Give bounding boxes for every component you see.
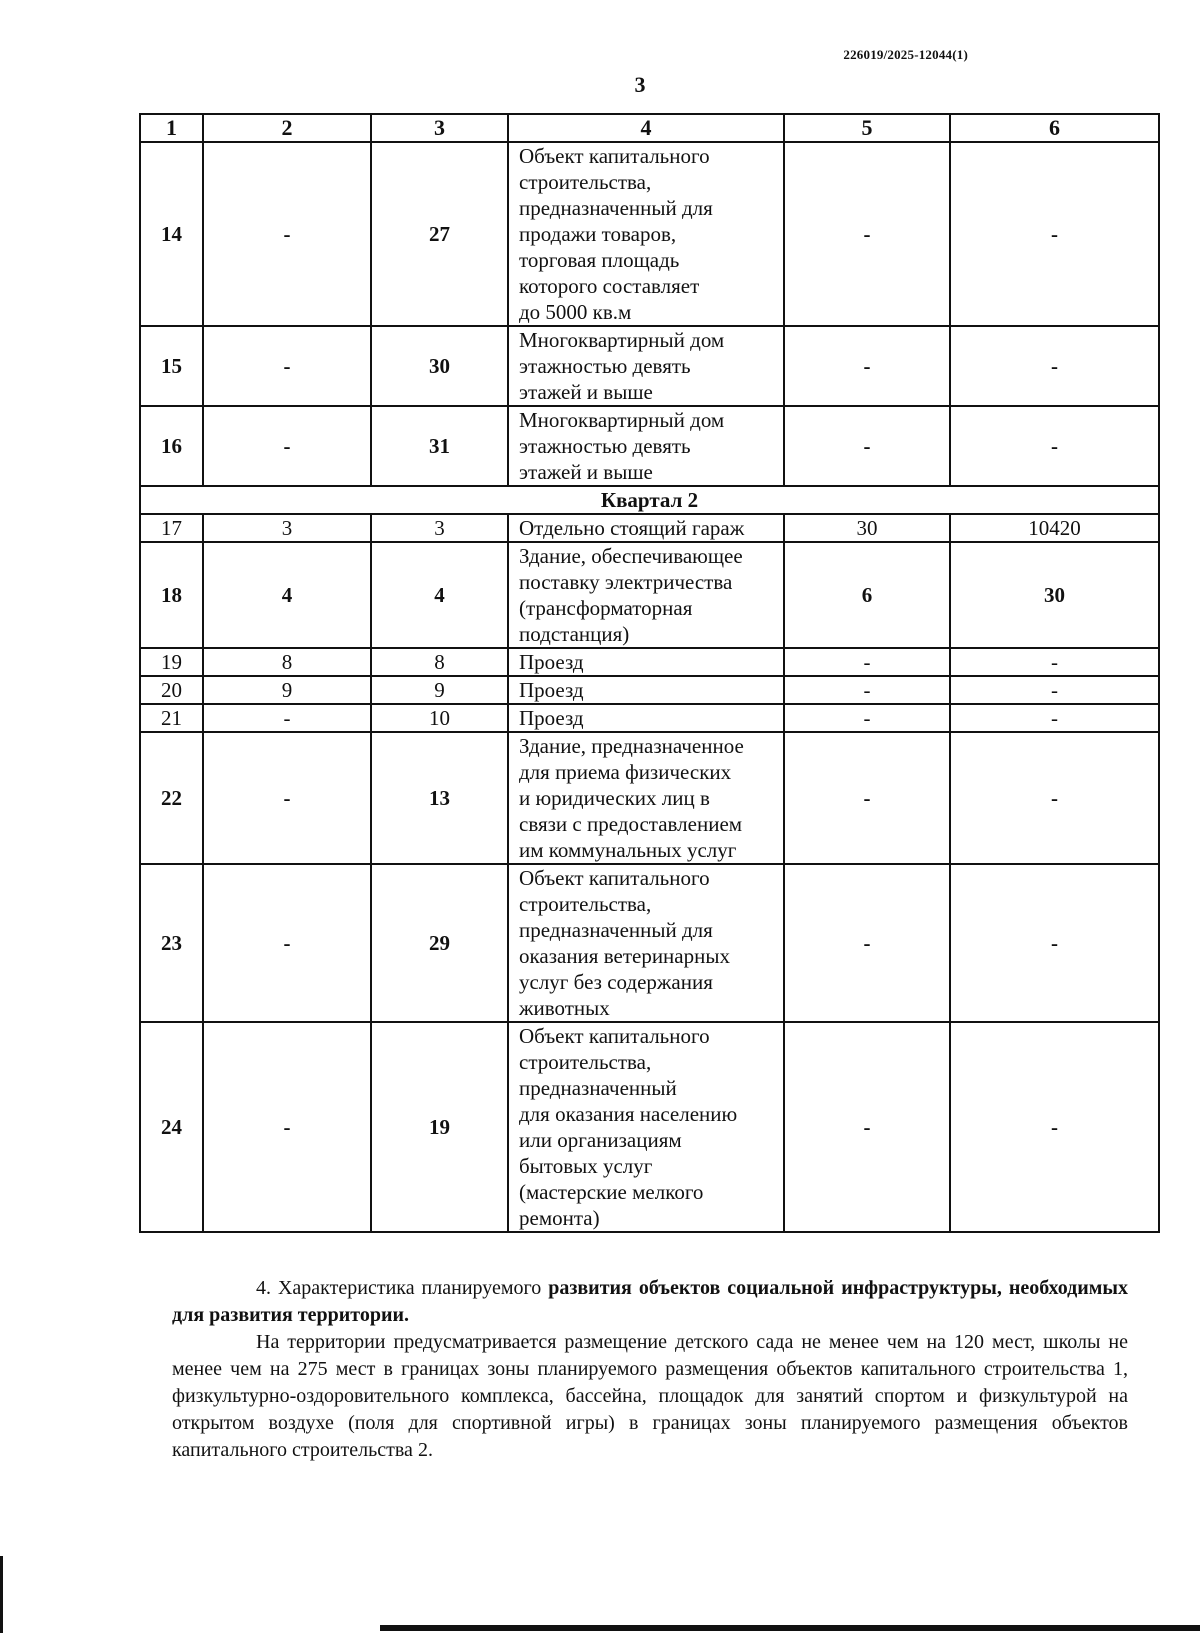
table-row <box>140 732 1159 864</box>
column-header: 4 <box>508 114 784 142</box>
cell-col-2: 4 <box>203 542 371 648</box>
section-heading-plain: 4. Характеристика планируемого <box>256 1277 549 1299</box>
cell-description <box>508 648 784 676</box>
cell-col-6: - <box>950 732 1159 864</box>
table-row <box>140 864 1159 1022</box>
description-line: поставку электричества <box>519 570 733 594</box>
cell-col-6: 30 <box>950 542 1159 648</box>
column-header: 3 <box>371 114 508 142</box>
description-line: и юридических лиц в <box>519 786 710 810</box>
cell-description <box>508 326 784 406</box>
section-4 <box>172 1275 1128 1464</box>
cell-col-3: 31 <box>371 406 508 486</box>
cell-col-3: 27 <box>371 142 508 326</box>
description-line: Проезд <box>519 678 584 702</box>
cell-col-1: 23 <box>140 864 203 1022</box>
document-number: 226019/2025-12044(1) <box>843 47 968 62</box>
cell-col-1: 18 <box>140 542 203 648</box>
cell-col-2: - <box>203 704 371 732</box>
cell-col-5: - <box>784 732 950 864</box>
cell-col-3: 4 <box>371 542 508 648</box>
scan-bottom-edge <box>380 1625 1200 1631</box>
description-line: (трансформаторная <box>519 596 693 620</box>
column-header: 1 <box>140 114 203 142</box>
cell-col-2: - <box>203 406 371 486</box>
column-header: 2 <box>203 114 371 142</box>
quarter-row <box>140 486 1159 514</box>
cell-col-2: - <box>203 142 371 326</box>
description-line: продажи товаров, <box>519 222 677 246</box>
description-line: Многоквартирный дом <box>519 408 725 432</box>
cell-description <box>508 676 784 704</box>
cell-col-6: - <box>950 864 1159 1022</box>
description-line: этажей и выше <box>519 460 653 484</box>
scan-left-edge <box>0 1556 3 1633</box>
description-line: строительства, <box>519 892 652 916</box>
cell-description <box>508 514 784 542</box>
cell-col-6: 10420 <box>950 514 1159 542</box>
objects-table <box>139 113 1160 1233</box>
cell-col-2: - <box>203 732 371 864</box>
table-row <box>140 326 1159 406</box>
cell-col-5: - <box>784 676 950 704</box>
cell-col-5: 6 <box>784 542 950 648</box>
quarter-label: Квартал 2 <box>140 486 1159 514</box>
description-line: или организациям <box>519 1128 682 1152</box>
cell-col-1: 15 <box>140 326 203 406</box>
description-line: Объект капитального <box>519 144 710 168</box>
description-line: Отдельно стоящий гараж <box>519 516 745 540</box>
cell-col-3: 19 <box>371 1022 508 1232</box>
description-line: предназначенный <box>519 1076 677 1100</box>
description-line: предназначенный для <box>519 196 713 220</box>
cell-col-1: 14 <box>140 142 203 326</box>
description-line: животных <box>519 996 610 1020</box>
description-line: Здание, обеспечивающее <box>519 544 743 568</box>
section-heading <box>172 1275 1128 1329</box>
description-line: оказания ветеринарных <box>519 944 730 968</box>
cell-col-5: - <box>784 1022 950 1232</box>
description-line: бытовых услуг <box>519 1154 653 1178</box>
cell-col-2: - <box>203 1022 371 1232</box>
cell-col-6: - <box>950 676 1159 704</box>
table-row <box>140 542 1159 648</box>
cell-col-3: 30 <box>371 326 508 406</box>
cell-description <box>508 864 784 1022</box>
cell-description <box>508 732 784 864</box>
description-line: строительства, <box>519 1050 652 1074</box>
cell-col-2: 9 <box>203 676 371 704</box>
cell-col-1: 22 <box>140 732 203 864</box>
cell-col-3: 9 <box>371 676 508 704</box>
cell-col-5: 30 <box>784 514 950 542</box>
description-line: до 5000 кв.м <box>519 300 632 324</box>
cell-description <box>508 406 784 486</box>
table-row <box>140 704 1159 732</box>
section-heading-bold: развития объектов социальной инфраструктуры, необходимых для развития территории. <box>172 1277 1128 1326</box>
description-line: Здание, предназначенное <box>519 734 744 758</box>
cell-col-3: 3 <box>371 514 508 542</box>
cell-col-5: - <box>784 142 950 326</box>
description-line: подстанция) <box>519 622 630 646</box>
description-line: связи с предоставлением <box>519 812 743 836</box>
cell-col-5: - <box>784 648 950 676</box>
cell-col-1: 17 <box>140 514 203 542</box>
cell-col-6: - <box>950 326 1159 406</box>
column-header: 5 <box>784 114 950 142</box>
cell-col-1: 21 <box>140 704 203 732</box>
cell-col-3: 13 <box>371 732 508 864</box>
description-line: Объект капитального <box>519 1024 710 1048</box>
description-line: этажностью девять <box>519 354 691 378</box>
table-row <box>140 648 1159 676</box>
table-row <box>140 406 1159 486</box>
cell-col-5: - <box>784 406 950 486</box>
cell-col-3: 29 <box>371 864 508 1022</box>
cell-col-6: - <box>950 704 1159 732</box>
description-line: для приема физических <box>519 760 732 784</box>
description-line: Проезд <box>519 706 584 730</box>
page-number: 3 <box>634 72 646 97</box>
cell-description <box>508 142 784 326</box>
table-row <box>140 1022 1159 1232</box>
cell-col-6: - <box>950 142 1159 326</box>
cell-col-3: 8 <box>371 648 508 676</box>
description-line: для оказания населению <box>519 1102 738 1126</box>
table-row <box>140 514 1159 542</box>
cell-description <box>508 542 784 648</box>
cell-col-2: 8 <box>203 648 371 676</box>
table-header-row <box>140 114 1159 142</box>
cell-col-2: - <box>203 326 371 406</box>
cell-col-2: 3 <box>203 514 371 542</box>
cell-description <box>508 704 784 732</box>
cell-col-5: - <box>784 864 950 1022</box>
cell-col-1: 19 <box>140 648 203 676</box>
description-line: ремонта) <box>519 1206 600 1230</box>
description-line: услуг без содержания <box>519 970 713 994</box>
description-line: Объект капитального <box>519 866 710 890</box>
cell-col-5: - <box>784 704 950 732</box>
cell-col-6: - <box>950 1022 1159 1232</box>
description-line: им коммунальных услуг <box>519 838 737 862</box>
column-header: 6 <box>950 114 1159 142</box>
description-line: строительства, <box>519 170 652 194</box>
cell-description <box>508 1022 784 1232</box>
description-line: (мастерские мелкого <box>519 1180 704 1204</box>
description-line: этажностью девять <box>519 434 691 458</box>
description-line: предназначенный для <box>519 918 713 942</box>
cell-col-6: - <box>950 406 1159 486</box>
cell-col-6: - <box>950 648 1159 676</box>
description-line: торговая площадь <box>519 248 680 272</box>
description-line: которого составляет <box>519 274 700 298</box>
description-line: Многоквартирный дом <box>519 328 725 352</box>
cell-col-1: 20 <box>140 676 203 704</box>
table-row <box>140 676 1159 704</box>
cell-col-1: 24 <box>140 1022 203 1232</box>
cell-col-5: - <box>784 326 950 406</box>
section-paragraph: На территории предусматривается размещение детского сада не менее чем на 120 мест, школы не менее чем на 275 мест в границах зоны планируемого размещения объектов капитального строительства 1, физкультурно-оздоровительного комплекса, бассейна, площадок для занятий спортом и физкультурой на открытом воздухе (поля для спортивной игры) в границах зоны планируемого размещения объектов капитального строительства 2. <box>172 1331 1128 1461</box>
cell-col-1: 16 <box>140 406 203 486</box>
cell-col-2: - <box>203 864 371 1022</box>
table-row <box>140 142 1159 326</box>
cell-col-3: 10 <box>371 704 508 732</box>
description-line: Проезд <box>519 650 584 674</box>
description-line: этажей и выше <box>519 380 653 404</box>
